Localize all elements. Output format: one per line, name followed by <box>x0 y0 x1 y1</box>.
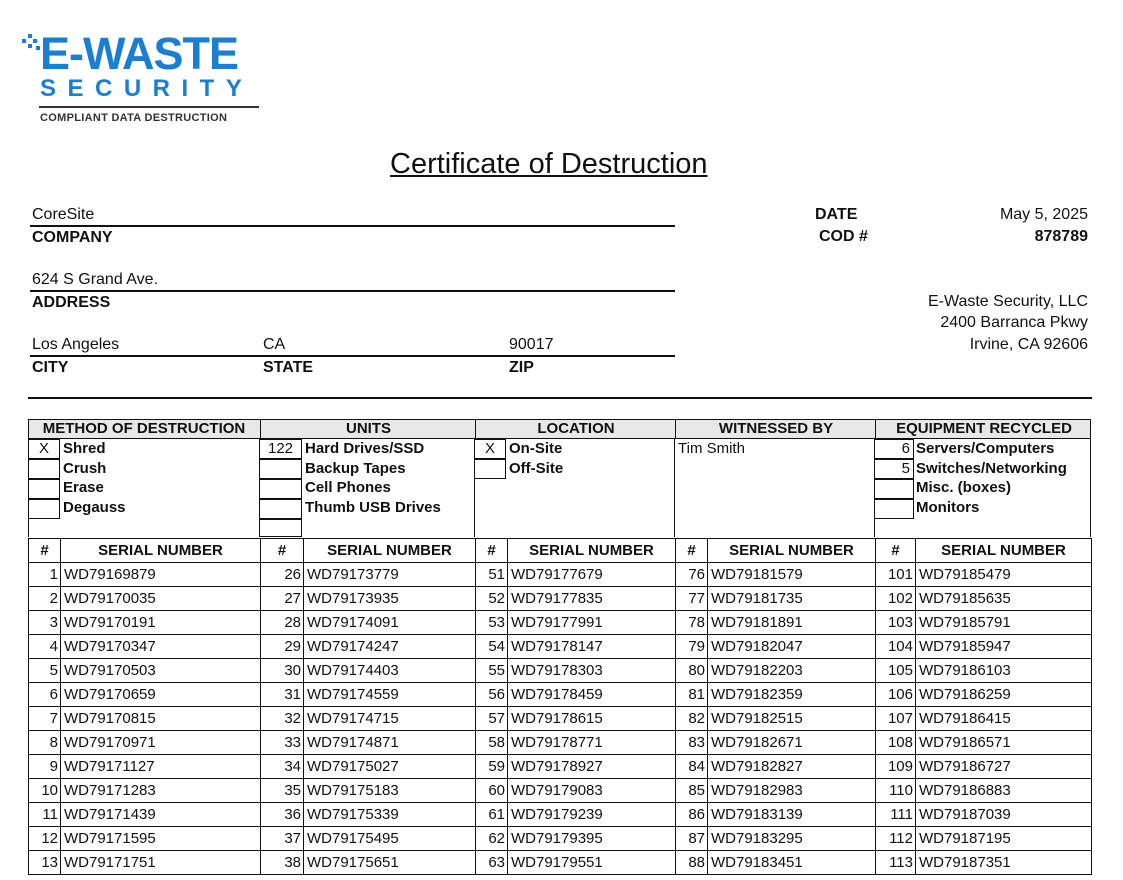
table-row <box>29 755 1092 779</box>
serial-num-header: # <box>476 539 508 563</box>
serial-index: 28 <box>261 611 304 635</box>
method-checkbox-shred[interactable]: X <box>28 439 60 459</box>
serial-index: 37 <box>261 827 304 851</box>
serial-index: 81 <box>676 683 708 707</box>
serial-index: 10 <box>29 779 61 803</box>
serial-index: 105 <box>876 659 916 683</box>
serial-number: WD79187195 <box>916 827 1092 851</box>
serial-number: WD79182983 <box>708 779 876 803</box>
serial-number: WD79170347 <box>61 635 261 659</box>
location-header: LOCATION <box>475 419 676 439</box>
serial-number: WD79187039 <box>916 803 1092 827</box>
equipment-count-monitors[interactable] <box>874 499 914 519</box>
serial-index: 77 <box>676 587 708 611</box>
witness-name: Tim Smith <box>678 440 745 457</box>
equipment-label-servers: Servers/Computers <box>916 440 1055 457</box>
vendor-city: Irvine, CA 92606 <box>969 336 1088 353</box>
page-title: Certificate of Destruction <box>390 148 708 180</box>
units-header: UNITS <box>260 419 476 439</box>
units-label-cell-phones: Cell Phones <box>305 479 391 496</box>
serial-index: 108 <box>876 731 916 755</box>
serial-number: WD79174715 <box>304 707 476 731</box>
serial-number: WD79183451 <box>708 851 876 875</box>
serial-number-header: SERIAL NUMBER <box>61 539 261 563</box>
state-label: STATE <box>263 359 314 376</box>
serial-number: WD79178615 <box>508 707 676 731</box>
city-line <box>30 355 675 357</box>
serial-num-header: # <box>676 539 708 563</box>
serial-index: 85 <box>676 779 708 803</box>
table-row <box>29 827 1092 851</box>
serial-index: 9 <box>29 755 61 779</box>
serial-number-header: SERIAL NUMBER <box>916 539 1092 563</box>
serial-index: 56 <box>476 683 508 707</box>
serial-index: 112 <box>876 827 916 851</box>
method-checkbox-degauss[interactable] <box>28 499 60 519</box>
serial-index: 3 <box>29 611 61 635</box>
serial-number: WD79174403 <box>304 659 476 683</box>
serial-number: WD79182515 <box>708 707 876 731</box>
serial-index: 82 <box>676 707 708 731</box>
serial-index: 106 <box>876 683 916 707</box>
serial-number: WD79186883 <box>916 779 1092 803</box>
units-count-hard-drives[interactable]: 122 <box>259 439 302 459</box>
serial-index: 103 <box>876 611 916 635</box>
serial-index: 107 <box>876 707 916 731</box>
units-label-backup-tapes: Backup Tapes <box>305 460 406 477</box>
serial-number: WD79179083 <box>508 779 676 803</box>
serial-number: WD79181579 <box>708 563 876 587</box>
serial-number: WD79175339 <box>304 803 476 827</box>
equipment-count-servers[interactable]: 6 <box>874 439 914 459</box>
serial-index: 27 <box>261 587 304 611</box>
serial-index: 4 <box>29 635 61 659</box>
serial-number: WD79186259 <box>916 683 1092 707</box>
serial-index: 80 <box>676 659 708 683</box>
serial-number-header: SERIAL NUMBER <box>508 539 676 563</box>
serial-index: 102 <box>876 587 916 611</box>
city-label: CITY <box>32 359 69 376</box>
units-count-blank[interactable] <box>259 519 302 537</box>
serial-index: 58 <box>476 731 508 755</box>
serial-number: WD79170971 <box>61 731 261 755</box>
company-value: CoreSite <box>32 206 95 223</box>
serial-number: WD79174871 <box>304 731 476 755</box>
serial-number: WD79170503 <box>61 659 261 683</box>
serial-index: 52 <box>476 587 508 611</box>
serial-number: WD79175495 <box>304 827 476 851</box>
state-value: CA <box>263 336 286 353</box>
address-value: 624 S Grand Ave. <box>32 271 159 288</box>
serial-index: 63 <box>476 851 508 875</box>
serial-index: 88 <box>676 851 708 875</box>
serial-index: 61 <box>476 803 508 827</box>
company-label: COMPANY <box>32 229 113 246</box>
serial-num-header: # <box>29 539 61 563</box>
serial-index: 86 <box>676 803 708 827</box>
serial-index: 51 <box>476 563 508 587</box>
serial-number: WD79169879 <box>61 563 261 587</box>
method-header: METHOD OF DESTRUCTION <box>42 420 246 437</box>
table-row <box>29 683 1092 707</box>
serial-number: WD79170815 <box>61 707 261 731</box>
serial-index: 36 <box>261 803 304 827</box>
serial-number: WD79174091 <box>304 611 476 635</box>
serial-table <box>28 538 1092 875</box>
serial-number: WD79170035 <box>61 587 261 611</box>
serial-number: WD79175651 <box>304 851 476 875</box>
serial-number: WD79179551 <box>508 851 676 875</box>
logo-title: E-WASTE <box>40 28 239 79</box>
serial-index: 38 <box>261 851 304 875</box>
serial-number: WD79185479 <box>916 563 1092 587</box>
serial-index: 60 <box>476 779 508 803</box>
serial-index: 35 <box>261 779 304 803</box>
serial-index: 57 <box>476 707 508 731</box>
serial-number: WD79177835 <box>508 587 676 611</box>
units-label-thumb-drives: Thumb USB Drives <box>305 499 441 516</box>
serial-number: WD79174247 <box>304 635 476 659</box>
witness-header: WITNESSED BY <box>675 419 876 439</box>
serial-index: 84 <box>676 755 708 779</box>
equipment-label-monitors: Monitors <box>916 499 980 516</box>
equipment-count-misc[interactable] <box>874 479 914 499</box>
serial-number: WD79186571 <box>916 731 1092 755</box>
location-checkbox-off-site[interactable] <box>474 459 506 479</box>
vendor-street: 2400 Barranca Pkwy <box>940 314 1088 331</box>
cod-label: COD # <box>819 228 868 245</box>
company-line <box>30 225 675 227</box>
vendor-name: E-Waste Security, LLC <box>927 293 1088 310</box>
serial-index: 59 <box>476 755 508 779</box>
table-row <box>29 611 1092 635</box>
table-row <box>29 803 1092 827</box>
serial-index: 87 <box>676 827 708 851</box>
units-count-backup-tapes[interactable] <box>259 459 302 479</box>
zip-value: 90017 <box>509 336 554 353</box>
cod-value: 878789 <box>1034 228 1088 245</box>
units-label-hard-drives: Hard Drives/SSD <box>305 440 425 457</box>
serial-number: WD79175183 <box>304 779 476 803</box>
date-label: DATE <box>815 206 858 223</box>
serial-number: WD79178771 <box>508 731 676 755</box>
serial-number: WD79183295 <box>708 827 876 851</box>
serial-index: 104 <box>876 635 916 659</box>
serial-number: WD79175027 <box>304 755 476 779</box>
equipment-label-misc: Misc. (boxes) <box>916 479 1012 496</box>
serial-number: WD79182359 <box>708 683 876 707</box>
table-row <box>29 587 1092 611</box>
serial-number: WD79173935 <box>304 587 476 611</box>
serial-index: 76 <box>676 563 708 587</box>
serial-index: 8 <box>29 731 61 755</box>
serial-number: WD79182047 <box>708 635 876 659</box>
serial-number: WD79171595 <box>61 827 261 851</box>
serial-number-header: SERIAL NUMBER <box>304 539 476 563</box>
method-label-crush: Crush <box>63 460 107 477</box>
table-row <box>29 635 1092 659</box>
serial-index: 34 <box>261 755 304 779</box>
method-label-shred: Shred <box>63 440 106 457</box>
table-row <box>29 851 1092 875</box>
serial-index: 62 <box>476 827 508 851</box>
serial-index: 83 <box>676 731 708 755</box>
units-count-cell-phones[interactable] <box>259 479 302 499</box>
method-label-degauss: Degauss <box>63 499 126 516</box>
date-value: May 5, 2025 <box>999 206 1088 223</box>
serial-number: WD79178927 <box>508 755 676 779</box>
serial-number: WD79186415 <box>916 707 1092 731</box>
info-divider <box>674 439 675 537</box>
address-label: ADDRESS <box>32 294 111 311</box>
equipment-header: EQUIPMENT RECYCLED <box>875 419 1092 439</box>
serial-index: 101 <box>876 563 916 587</box>
serial-number: WD79187351 <box>916 851 1092 875</box>
equipment-count-switches[interactable]: 5 <box>874 459 914 479</box>
serial-index: 78 <box>676 611 708 635</box>
serial-index: 2 <box>29 587 61 611</box>
table-row <box>29 707 1092 731</box>
serial-number: WD79181735 <box>708 587 876 611</box>
serial-index: 55 <box>476 659 508 683</box>
serial-index: 111 <box>876 803 916 827</box>
serial-index: 7 <box>29 707 61 731</box>
equipment-label-switches: Switches/Networking <box>916 460 1067 477</box>
serial-index: 29 <box>261 635 304 659</box>
serial-number: WD79182827 <box>708 755 876 779</box>
table-row <box>29 731 1092 755</box>
logo-pixel-icon <box>22 34 42 52</box>
serial-index: 109 <box>876 755 916 779</box>
serial-index: 110 <box>876 779 916 803</box>
logo-tagline: COMPLIANT DATA DESTRUCTION <box>40 112 228 124</box>
serial-number: WD79179239 <box>508 803 676 827</box>
serial-index: 5 <box>29 659 61 683</box>
serial-number: WD79181891 <box>708 611 876 635</box>
serial-number: WD79178459 <box>508 683 676 707</box>
serial-number: WD79170659 <box>61 683 261 707</box>
serial-index: 1 <box>29 563 61 587</box>
table-row <box>29 659 1092 683</box>
units-count-thumb-drives[interactable] <box>259 499 302 519</box>
serial-index: 54 <box>476 635 508 659</box>
serial-header-row <box>29 539 1092 563</box>
serial-number: WD79171283 <box>61 779 261 803</box>
method-checkbox-erase[interactable] <box>28 479 60 499</box>
serial-index: 113 <box>876 851 916 875</box>
section-divider <box>28 397 1092 399</box>
serial-index: 13 <box>29 851 61 875</box>
serial-index: 31 <box>261 683 304 707</box>
serial-number: WD79186727 <box>916 755 1092 779</box>
logo-divider <box>39 106 259 108</box>
table-row <box>29 779 1092 803</box>
zip-label: ZIP <box>509 359 534 376</box>
serial-number: WD79178147 <box>508 635 676 659</box>
logo-subtitle: SECURITY <box>40 75 254 102</box>
serial-index: 30 <box>261 659 304 683</box>
serial-index: 79 <box>676 635 708 659</box>
serial-number: WD79171751 <box>61 851 261 875</box>
serial-number: WD79183139 <box>708 803 876 827</box>
location-label-off-site: Off-Site <box>509 460 564 477</box>
info-border-right <box>1090 439 1091 537</box>
serial-number: WD79185791 <box>916 611 1092 635</box>
serial-number: WD79185947 <box>916 635 1092 659</box>
serial-number: WD79182203 <box>708 659 876 683</box>
serial-number: WD79179395 <box>508 827 676 851</box>
serial-number: WD79171439 <box>61 803 261 827</box>
serial-num-header: # <box>261 539 304 563</box>
serial-number: WD79170191 <box>61 611 261 635</box>
serial-num-header: # <box>876 539 916 563</box>
serial-number: WD79173779 <box>304 563 476 587</box>
serial-index: 12 <box>29 827 61 851</box>
address-line <box>30 290 675 292</box>
table-row <box>29 563 1092 587</box>
serial-number: WD79186103 <box>916 659 1092 683</box>
location-checkbox-on-site[interactable]: X <box>474 439 506 459</box>
serial-index: 32 <box>261 707 304 731</box>
serial-number: WD79177991 <box>508 611 676 635</box>
serial-number: WD79182671 <box>708 731 876 755</box>
city-value: Los Angeles <box>32 336 120 353</box>
method-label-erase: Erase <box>63 479 104 496</box>
serial-number-header: SERIAL NUMBER <box>708 539 876 563</box>
location-label-on-site: On-Site <box>509 440 563 457</box>
serial-number: WD79174559 <box>304 683 476 707</box>
serial-index: 33 <box>261 731 304 755</box>
serial-index: 11 <box>29 803 61 827</box>
method-checkbox-crush[interactable] <box>28 459 60 479</box>
serial-index: 6 <box>29 683 61 707</box>
serial-number: WD79171127 <box>61 755 261 779</box>
destruction-details <box>28 439 1091 537</box>
serial-index: 26 <box>261 563 304 587</box>
serial-number: WD79185635 <box>916 587 1092 611</box>
serial-index: 53 <box>476 611 508 635</box>
serial-number: WD79177679 <box>508 563 676 587</box>
serial-number: WD79178303 <box>508 659 676 683</box>
